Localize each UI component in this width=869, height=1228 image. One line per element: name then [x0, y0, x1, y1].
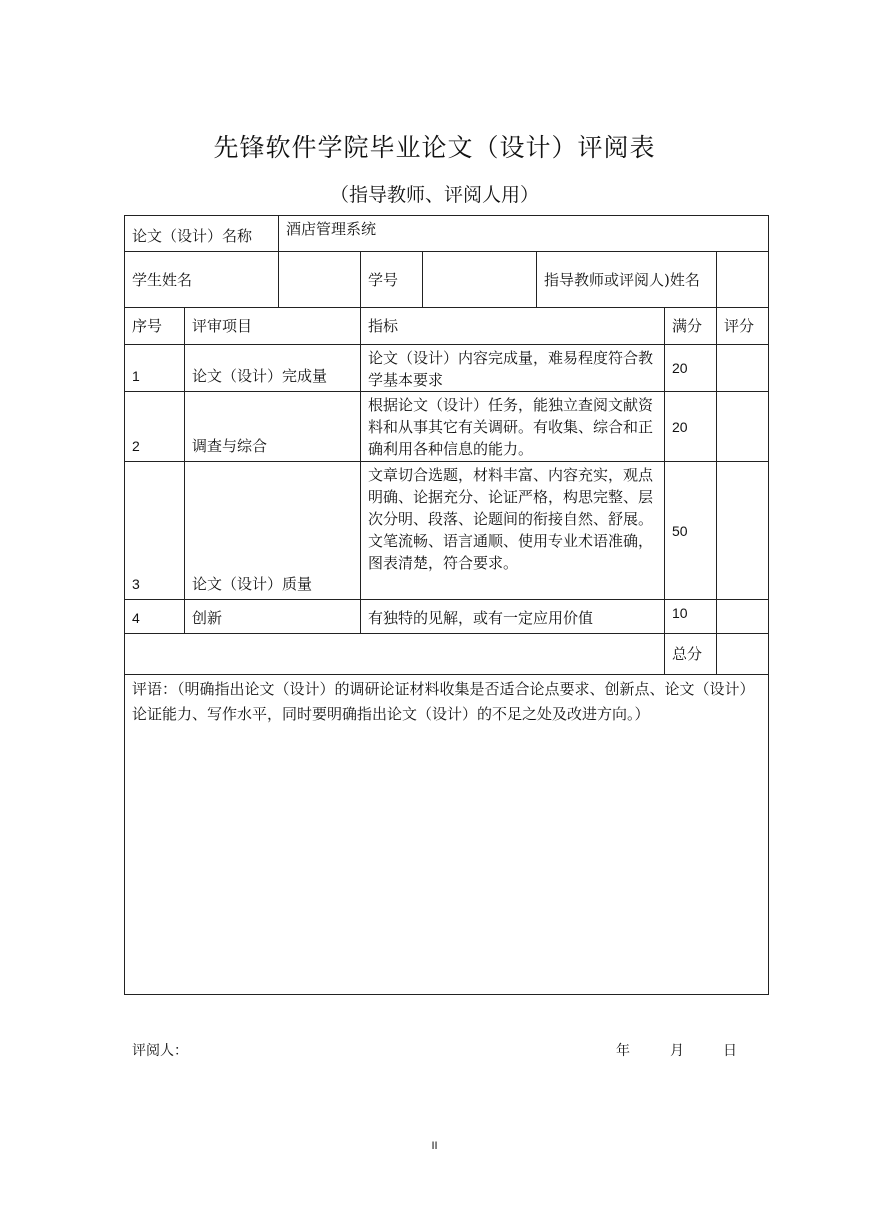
header-index: 序号 — [125, 308, 185, 345]
row-score-field[interactable] — [717, 392, 769, 462]
row-criteria: 根据论文（设计）任务，能独立查阅文献资料和从事其它有关调研。有收集、综合和正确利用各种信息的能力。 — [361, 392, 665, 462]
date-month-label: 月 — [670, 1043, 684, 1059]
thesis-name-value[interactable]: 酒店管理系统 — [279, 216, 769, 252]
row-item: 调查与综合 — [185, 392, 361, 462]
student-id-field[interactable] — [423, 252, 537, 308]
row-index: 3 — [125, 462, 185, 600]
header-full-score: 满分 — [665, 308, 717, 345]
row-item: 论文（设计）完成量 — [185, 345, 361, 392]
comment-row — [125, 675, 769, 995]
comment-box[interactable]: 评语：（明确指出论文（设计）的调研论证材料收集是否适合论点要求、创新点、论文（设计）论证能力、写作水平，同时要明确指出论文（设计）的不足之处及改进方向。） — [125, 675, 769, 995]
total-spacer — [125, 634, 665, 675]
row-full-score: 10 — [665, 600, 717, 634]
row-index: 4 — [125, 600, 185, 634]
total-score-field[interactable] — [717, 634, 769, 675]
table-header-row — [125, 308, 769, 345]
row-index: 1 — [125, 345, 185, 392]
table-row — [125, 600, 769, 634]
page-subtitle: （指导教师、评阅人用） — [329, 184, 539, 206]
reviewer-name-label: 指导教师或评阅人)姓名 — [537, 252, 717, 308]
total-label: 总分 — [665, 634, 717, 675]
reviewer-name-field[interactable] — [717, 252, 769, 308]
row-criteria: 论文（设计）内容完成量，难易程度符合教学基本要求 — [361, 345, 665, 392]
row-full-score: 20 — [665, 345, 717, 392]
row-full-score: 20 — [665, 392, 717, 462]
table-row — [125, 462, 769, 600]
row-item: 创新 — [185, 600, 361, 634]
thesis-name-row — [125, 216, 769, 252]
date-year-label: 年 — [616, 1043, 630, 1059]
header-score: 评分 — [717, 308, 769, 345]
row-criteria: 文章切合选题，材料丰富、内容充实，观点明确、论据充分、论证严格，构思完整、层次分明、段落、论题间的衔接自然、舒展。文笔流畅、语言通顺、使用专业术语准确，图表清楚，符合要求。 — [361, 462, 665, 600]
row-full-score: 50 — [665, 462, 717, 600]
header-item: 评审项目 — [185, 308, 361, 345]
page-number: II — [431, 1140, 438, 1152]
row-score-field[interactable] — [717, 462, 769, 600]
row-criteria: 有独特的见解，或有一定应用价值 — [361, 600, 665, 634]
table-row — [125, 392, 769, 462]
review-form-table — [124, 215, 769, 995]
row-score-field[interactable] — [717, 600, 769, 634]
student-info-row — [125, 252, 769, 308]
student-name-field[interactable] — [279, 252, 361, 308]
header-criteria: 指标 — [361, 308, 665, 345]
row-score-field[interactable] — [717, 345, 769, 392]
student-id-label: 学号 — [361, 252, 423, 308]
date-day-label: 日 — [723, 1043, 737, 1059]
row-index: 2 — [125, 392, 185, 462]
reviewer-signature-label: 评阅人： — [132, 1043, 188, 1059]
thesis-name-label: 论文（设计）名称 — [125, 216, 279, 252]
total-row — [125, 634, 769, 675]
table-row — [125, 345, 769, 392]
row-item: 论文（设计）质量 — [185, 462, 361, 600]
student-name-label: 学生姓名 — [125, 252, 279, 308]
page-title: 先锋软件学院毕业论文（设计）评阅表 — [213, 133, 656, 162]
